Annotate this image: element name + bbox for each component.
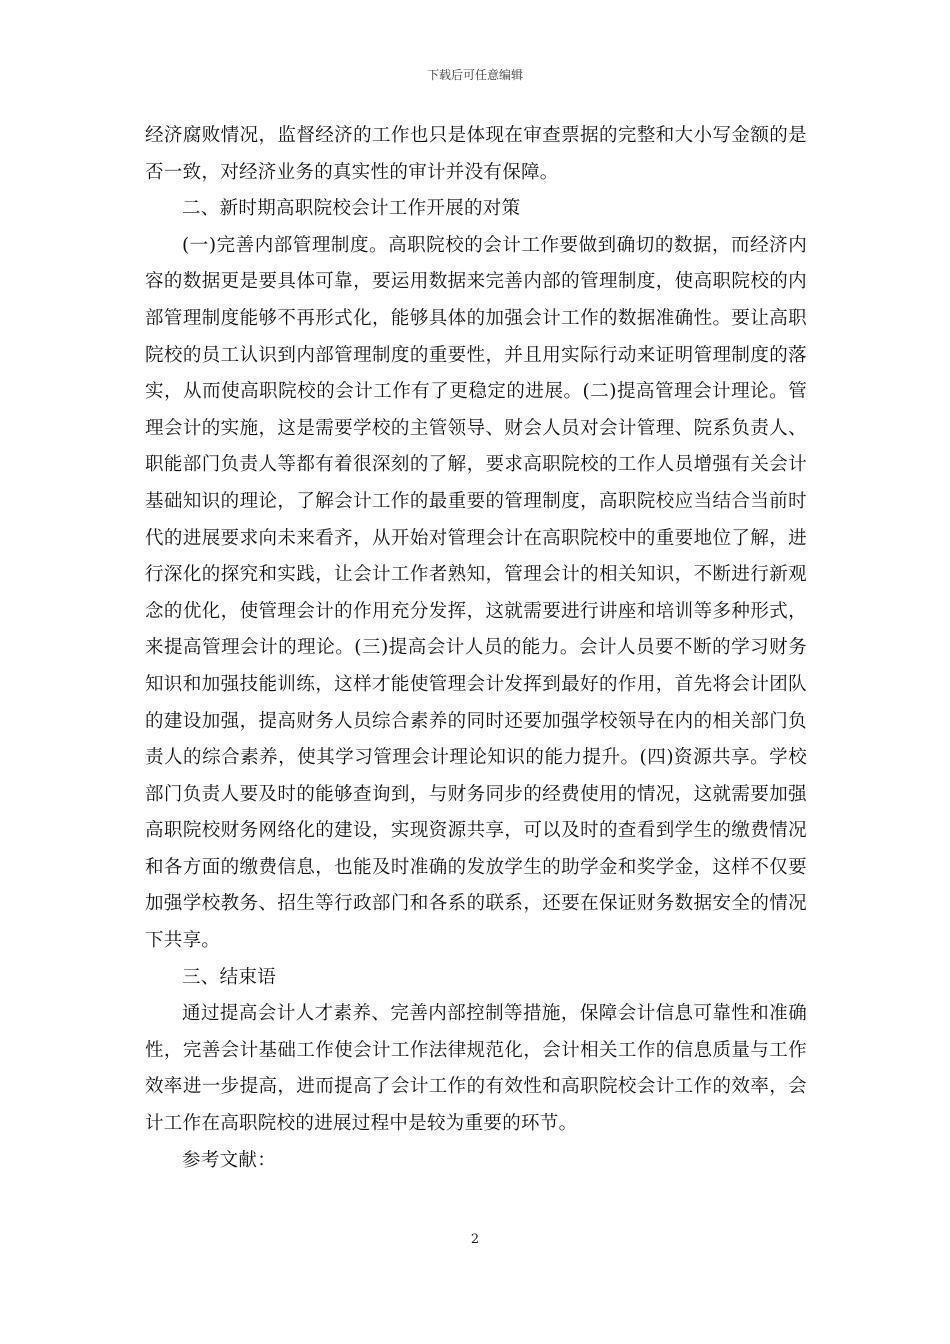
document-body bbox=[145, 118, 807, 1179]
page-header: 下载后可任意编辑 bbox=[426, 68, 523, 82]
page-number: 2 bbox=[470, 1232, 480, 1247]
section-heading-2: 二、新时期高职院校会计工作开展的对策 bbox=[182, 198, 521, 220]
paragraph-countermeasures: (一)完善内部管理制度。高职院校的会计工作要做到确切的数据，而经济内容的数据更是要具体可靠，要运用数据来完善内部的管理制度，使高职院校的内部管理制度能够不再形式化，能够具体的加强会计工作的数据准确性。要让高职院校的员工认识到内部管理制度的重要性，并且用实际行动来证明管理制度的落实，从而使高职院校的会计工作有了更稳定的进展。(二)提高管理会计理论。管理会计的实施，这是需要学校的主管领导、财会人员对会计管理、院系负责人、职能部门负责人等都有着很深刻的了解，要求高职院校的工作人员增强有关会计基础知识的理论，了解会计工作的最重要的管理制度，高职院校应当结合当前时代的进展要求向未来看齐，从开始对管理会计在高职院校中的重要地位了解，进行深化的探究和实践，让会计工作者熟知，管理会计的相关知识，不断进行新观念的优化，使管理会计的作用充分发挥，这就需要进行讲座和培训等多种形式，来提高管理会计的理论。(三)提高会计人员的能力。会计人员要不断的学习财务知识和加强技能训练，这样才能使管理会计发挥到最好的作用，首先将会计团队的建设加强，提高财务人员综合素养的同时还要加强学校领导在内的相关部门负责人的综合素养，使其学习管理会计理论知识的能力提升。(四)资源共享。学校部门负责人要及时的能够查询到，与财务同步的经费使用的情况，这就需要加强高职院校财务网络化的建设，实现资源共享，可以及时的查看到学生的缴费情况和各方面的缴费信息，也能及时准确的发放学生的助学金和奖学金，这样不仅要加强学校教务、招生等行政部门和各系的联系，还要在保证财务数据安全的情况下共享。 bbox=[145, 234, 807, 952]
paragraph-conclusion: 通过提高会计人才素养、完善内部控制等措施，保障会计信息可靠性和准确性，完善会计基础工作使会计工作法律规范化，会计相关工作的信息质量与工作效率进一步提高，进而提高了会计工作的有效性和高职院校会计工作的效率，会计工作在高职院校的进展过程中是较为重要的环节。 bbox=[145, 1003, 807, 1135]
references-heading: 参考文献： bbox=[182, 1149, 277, 1171]
section-heading-3: 三、结束语 bbox=[182, 966, 277, 988]
paragraph-continuation: 经济腐败情况，监督经济的工作也只是体现在审查票据的完整和大小写金额的是否一致，对经济业务的真实性的审计并没有保障。 bbox=[145, 125, 807, 183]
